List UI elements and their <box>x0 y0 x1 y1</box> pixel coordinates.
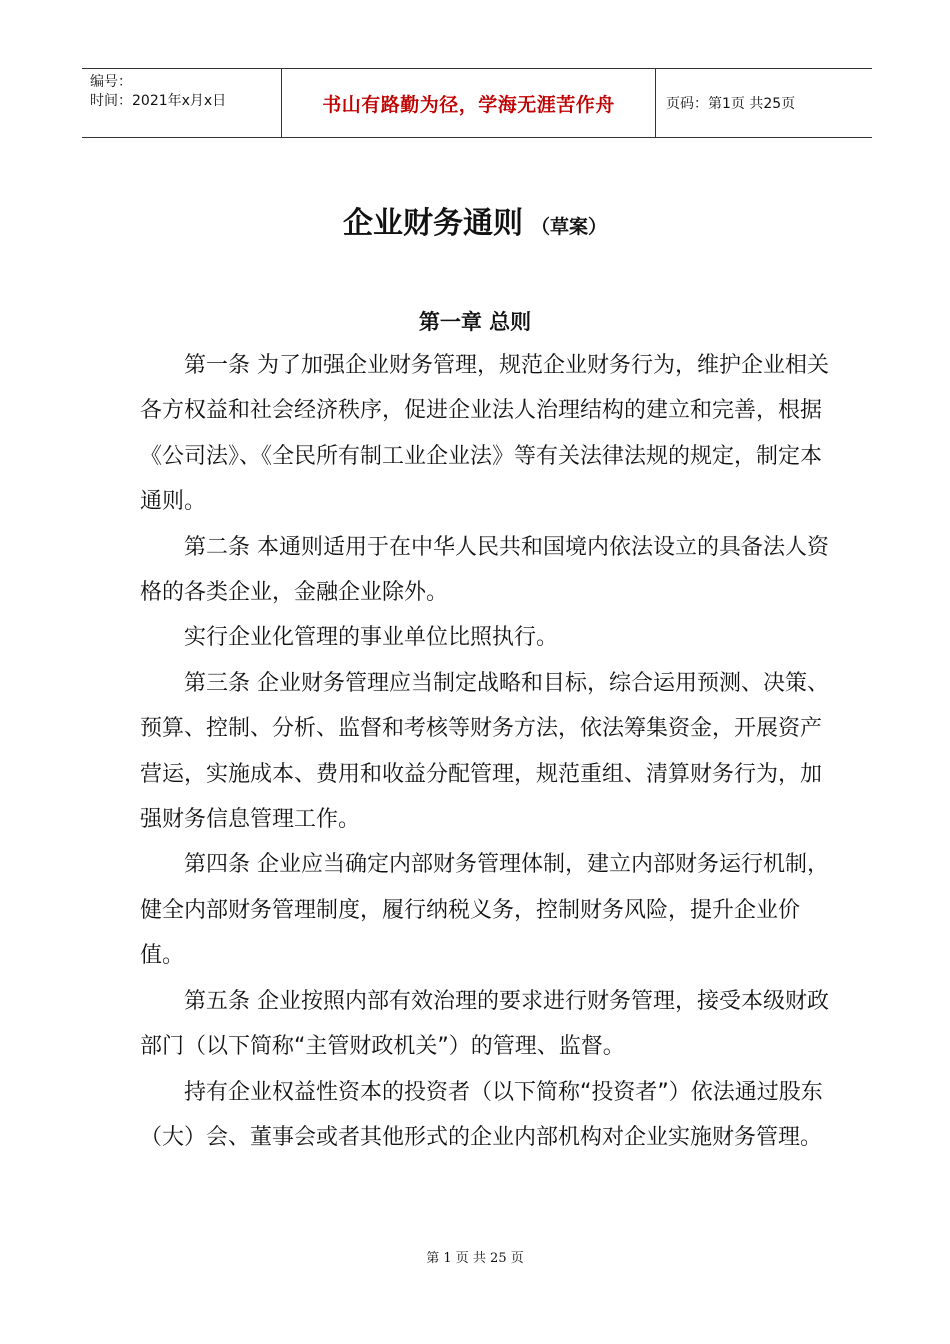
document-title-block <box>0 198 950 242</box>
paragraph: 实行企业化管理的事业单位比照执行。 <box>184 625 559 651</box>
header-number-label: 编号： <box>90 74 132 90</box>
paragraph: 第一条 为了加强企业财务管理，规范企业财务行为，维护企业相关各方权益和社会经济秩序，促进企业法人治理结构的建立和完善，根据《公司法》、《全民所有制工业企业法》等有关法律法规的规定，制定本通则。 <box>140 353 829 515</box>
header-meta <box>82 69 282 137</box>
document-subtitle: （草案） <box>530 216 607 238</box>
document-title: 企业财务通则 <box>342 206 523 241</box>
paragraph: 持有企业权益性资本的投资者（以下简称“投资者”）依法通过股东（大）会、董事会或者其他形式的企业内部机构对企业实施财务管理。 <box>140 1079 823 1150</box>
page-footer: 第 1 页 共 25 页 <box>426 1251 524 1266</box>
header-date-label: 时间：2021年x月x日 <box>90 93 227 109</box>
paragraph: 第二条 本通则适用于在中华人民共和国境内依法设立的具备法人资格的各类企业，金融企业除外。 <box>140 534 829 606</box>
document-body <box>140 343 830 1160</box>
page-header <box>82 68 872 138</box>
paragraph: 第五条 企业按照内部有效治理的要求进行财务管理，接受本级财政部门（以下简称“主管财政机关”）的管理、监督。 <box>140 988 829 1060</box>
paragraph: 第四条 企业应当确定内部财务管理体制，建立内部财务运行机制，健全内部财务管理制度，履行纳税义务，控制财务风险，提升企业价值。 <box>140 852 829 969</box>
header-page-info: 页码：第1页 共25页 <box>666 96 796 112</box>
header-motto: 书山有路勤为径，学海无涯苦作舟 <box>282 69 656 137</box>
chapter-heading: 第一章 总则 <box>418 310 532 334</box>
paragraph: 第三条 企业财务管理应当制定战略和目标，综合运用预测、决策、预算、控制、分析、监督和考核等财务方法，依法筹集资金，开展资产营运，实施成本、费用和收益分配管理，规范重组、清算财务行为，加强财务信息管理工作。 <box>140 670 829 833</box>
